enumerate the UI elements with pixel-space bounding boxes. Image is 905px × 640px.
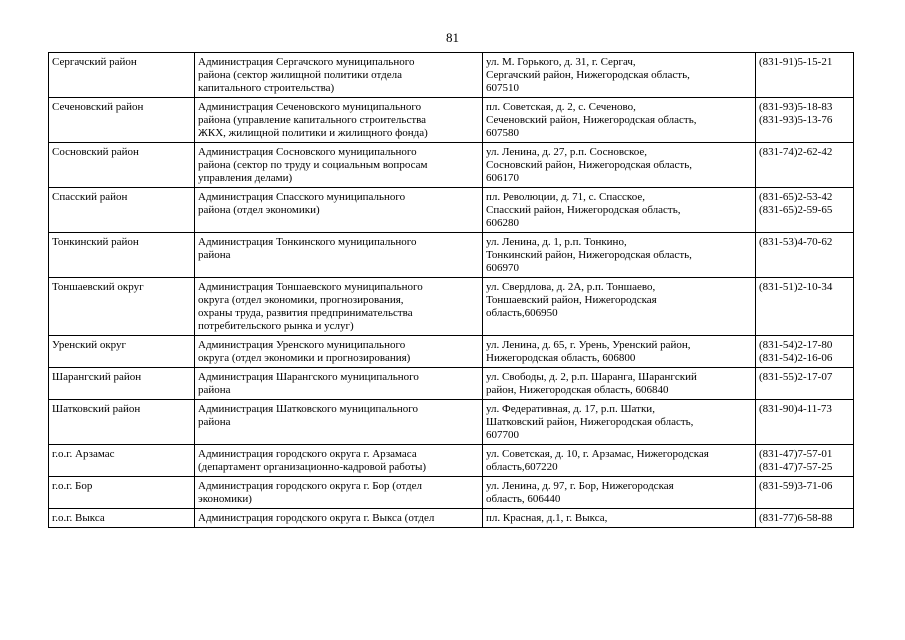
address-line: пл. Советская, д. 2, с. Сеченово, bbox=[486, 101, 636, 113]
table-row bbox=[49, 233, 854, 278]
address-cell bbox=[483, 143, 756, 188]
district-cell: Тоншаевский округ bbox=[49, 278, 195, 336]
organization-line: округа (отдел экономики и прогнозирования) bbox=[198, 352, 411, 364]
phone-number: (831-74)2-62-42 bbox=[759, 146, 833, 158]
organization-cell bbox=[195, 188, 483, 233]
address-cell bbox=[483, 477, 756, 509]
address-line: ул. Ленина, д. 65, г. Урень, Уренский район, bbox=[486, 339, 691, 351]
district-cell: Шатковский район bbox=[49, 400, 195, 445]
district-cell: г.о.г. Арзамас bbox=[49, 445, 195, 477]
organization-line: Администрация Уренского муниципального bbox=[198, 339, 406, 351]
address-line: Тонкинский район, Нижегородская область, bbox=[486, 249, 692, 261]
organization-line: Администрация городского округа г. Арзамаса bbox=[198, 448, 417, 460]
address-line: область,607220 bbox=[486, 461, 558, 473]
table-row bbox=[49, 98, 854, 143]
address-line: Сеченовский район, Нижегородская область, bbox=[486, 114, 697, 126]
phone-number: (831-53)4-70-62 bbox=[759, 236, 833, 248]
address-cell bbox=[483, 53, 756, 98]
phone-cell bbox=[756, 98, 854, 143]
table-row bbox=[49, 143, 854, 188]
district-cell: г.о.г. Выкса bbox=[49, 509, 195, 528]
organization-cell bbox=[195, 368, 483, 400]
table-row bbox=[49, 400, 854, 445]
organization-line: Администрация Спасского муниципального bbox=[198, 191, 406, 203]
address-line: ул. Ленина, д. 27, р.п. Сосновское, bbox=[486, 146, 647, 158]
organization-cell bbox=[195, 477, 483, 509]
phone-number: (831-47)7-57-01 bbox=[759, 448, 833, 460]
address-line: Тоншаевский район, Нижегородская bbox=[486, 294, 657, 306]
organization-line: района (сектор жилищной политики отдела bbox=[198, 69, 402, 81]
organization-line: Администрация Тоншаевского муниципального bbox=[198, 281, 423, 293]
page-number: 81 bbox=[446, 30, 459, 45]
organization-line: потребительского рынка и услуг) bbox=[198, 320, 354, 332]
organization-line: Администрация городского округа г. Бор (отдел bbox=[198, 480, 422, 492]
table-row bbox=[49, 509, 854, 528]
district-cell: Спасский район bbox=[49, 188, 195, 233]
address-cell bbox=[483, 368, 756, 400]
organization-cell bbox=[195, 143, 483, 188]
phone-cell bbox=[756, 143, 854, 188]
phone-number: (831-93)5-18-83 bbox=[759, 101, 833, 113]
table-row bbox=[49, 188, 854, 233]
address-line: ул. М. Горького, д. 31, г. Сергач, bbox=[486, 56, 636, 68]
organization-line: округа (отдел экономики, прогнозирования, bbox=[198, 294, 404, 306]
organization-line: капитального строительства) bbox=[198, 82, 335, 94]
table-row bbox=[49, 445, 854, 477]
phone-cell bbox=[756, 278, 854, 336]
organization-line: района bbox=[198, 384, 231, 396]
address-line: область, 606440 bbox=[486, 493, 561, 505]
phone-number: (831-90)4-11-73 bbox=[759, 403, 832, 415]
organization-cell bbox=[195, 233, 483, 278]
organization-line: экономики) bbox=[198, 493, 252, 505]
organization-line: ЖКХ, жилищной политики и жилищного фонда) bbox=[198, 127, 428, 139]
contacts-table bbox=[48, 52, 854, 528]
phone-number: (831-65)2-53-42 bbox=[759, 191, 833, 203]
organization-cell bbox=[195, 445, 483, 477]
district-cell: Сеченовский район bbox=[49, 98, 195, 143]
address-line: пл. Красная, д.1, г. Выкса, bbox=[486, 512, 608, 524]
address-line: Нижегородская область, 606800 bbox=[486, 352, 636, 364]
organization-line: Администрация городского округа г. Выкса (отдел bbox=[198, 512, 435, 524]
phone-number: (831-93)5-13-76 bbox=[759, 114, 833, 126]
organization-line: Администрация Сосновского муниципального bbox=[198, 146, 417, 158]
organization-cell bbox=[195, 278, 483, 336]
table-row bbox=[49, 278, 854, 336]
phone-number: (831-91)5-15-21 bbox=[759, 56, 833, 68]
address-line: ул. Ленина, д. 97, г. Бор, Нижегородская bbox=[486, 480, 674, 492]
organization-line: охраны труда, развития предпринимательства bbox=[198, 307, 413, 319]
phone-number: (831-77)6-58-88 bbox=[759, 512, 833, 524]
organization-line: Администрация Шарангского муниципального bbox=[198, 371, 419, 383]
district-cell: Сосновский район bbox=[49, 143, 195, 188]
address-line: 606970 bbox=[486, 262, 519, 274]
phone-number: (831-65)2-59-65 bbox=[759, 204, 833, 216]
table-row bbox=[49, 368, 854, 400]
table-row bbox=[49, 336, 854, 368]
phone-number: (831-54)2-17-80 bbox=[759, 339, 833, 351]
district-cell: г.о.г. Бор bbox=[49, 477, 195, 509]
address-cell bbox=[483, 98, 756, 143]
organization-line: района (отдел экономики) bbox=[198, 204, 320, 216]
phone-number: (831-47)7-57-25 bbox=[759, 461, 833, 473]
phone-cell bbox=[756, 188, 854, 233]
address-line: пл. Революции, д. 71, с. Спасское, bbox=[486, 191, 645, 203]
phone-cell bbox=[756, 509, 854, 528]
organization-line: Администрация Шатковского муниципального bbox=[198, 403, 419, 415]
address-line: ул. Ленина, д. 1, р.п. Тонкино, bbox=[486, 236, 627, 248]
table-body bbox=[49, 53, 854, 528]
address-line: район, Нижегородская область, 606840 bbox=[486, 384, 669, 396]
organization-cell bbox=[195, 400, 483, 445]
address-line: ул. Свердлова, д. 2А, р.п. Тоншаево, bbox=[486, 281, 656, 293]
address-cell bbox=[483, 233, 756, 278]
phone-number: (831-59)3-71-06 bbox=[759, 480, 833, 492]
address-line: 606170 bbox=[486, 172, 519, 184]
organization-line: района (управление капитального строительства bbox=[198, 114, 427, 126]
address-line: область,606950 bbox=[486, 307, 558, 319]
organization-cell bbox=[195, 53, 483, 98]
address-line: Сосновский район, Нижегородская область, bbox=[486, 159, 693, 171]
organization-line: (департамент организационно-кадровой работы) bbox=[198, 461, 427, 473]
address-cell bbox=[483, 445, 756, 477]
address-cell bbox=[483, 188, 756, 233]
address-line: 607580 bbox=[486, 127, 519, 139]
organization-line: управления делами) bbox=[198, 172, 293, 184]
organization-line: Администрация Сеченовского муниципального bbox=[198, 101, 422, 113]
phone-number: (831-55)2-17-07 bbox=[759, 371, 833, 383]
address-line: ул. Федеративная, д. 17, р.п. Шатки, bbox=[486, 403, 655, 415]
address-line: ул. Советская, д. 10, г. Арзамас, Нижегородская bbox=[486, 448, 709, 460]
organization-line: района (сектор по труду и социальным вопросам bbox=[198, 159, 428, 171]
address-line: Шатковский район, Нижегородская область, bbox=[486, 416, 694, 428]
address-cell bbox=[483, 278, 756, 336]
organization-line: Администрация Сергачского муниципального bbox=[198, 56, 415, 68]
district-cell: Уренский округ bbox=[49, 336, 195, 368]
address-cell bbox=[483, 336, 756, 368]
phone-cell bbox=[756, 477, 854, 509]
address-cell bbox=[483, 400, 756, 445]
table-row bbox=[49, 477, 854, 509]
organization-cell bbox=[195, 509, 483, 528]
organization-line: Администрация Тонкинского муниципального bbox=[198, 236, 417, 248]
phone-number: (831-51)2-10-34 bbox=[759, 281, 833, 293]
organization-cell bbox=[195, 98, 483, 143]
address-line: ул. Свободы, д. 2, р.п. Шаранга, Шарангский bbox=[486, 371, 697, 383]
phone-cell bbox=[756, 368, 854, 400]
district-cell: Тонкинский район bbox=[49, 233, 195, 278]
organization-line: района bbox=[198, 416, 231, 428]
phone-cell bbox=[756, 233, 854, 278]
phone-cell bbox=[756, 400, 854, 445]
district-cell: Шарангский район bbox=[49, 368, 195, 400]
phone-cell bbox=[756, 336, 854, 368]
district-cell: Сергачский район bbox=[49, 53, 195, 98]
table-row bbox=[49, 53, 854, 98]
address-cell bbox=[483, 509, 756, 528]
address-line: 606280 bbox=[486, 217, 519, 229]
phone-cell bbox=[756, 53, 854, 98]
organization-line: района bbox=[198, 249, 231, 261]
organization-cell bbox=[195, 336, 483, 368]
address-line: 607510 bbox=[486, 82, 519, 94]
address-line: Сергачский район, Нижегородская область, bbox=[486, 69, 690, 81]
address-line: 607700 bbox=[486, 429, 519, 441]
phone-number: (831-54)2-16-06 bbox=[759, 352, 833, 364]
phone-cell bbox=[756, 445, 854, 477]
address-line: Спасский район, Нижегородская область, bbox=[486, 204, 681, 216]
